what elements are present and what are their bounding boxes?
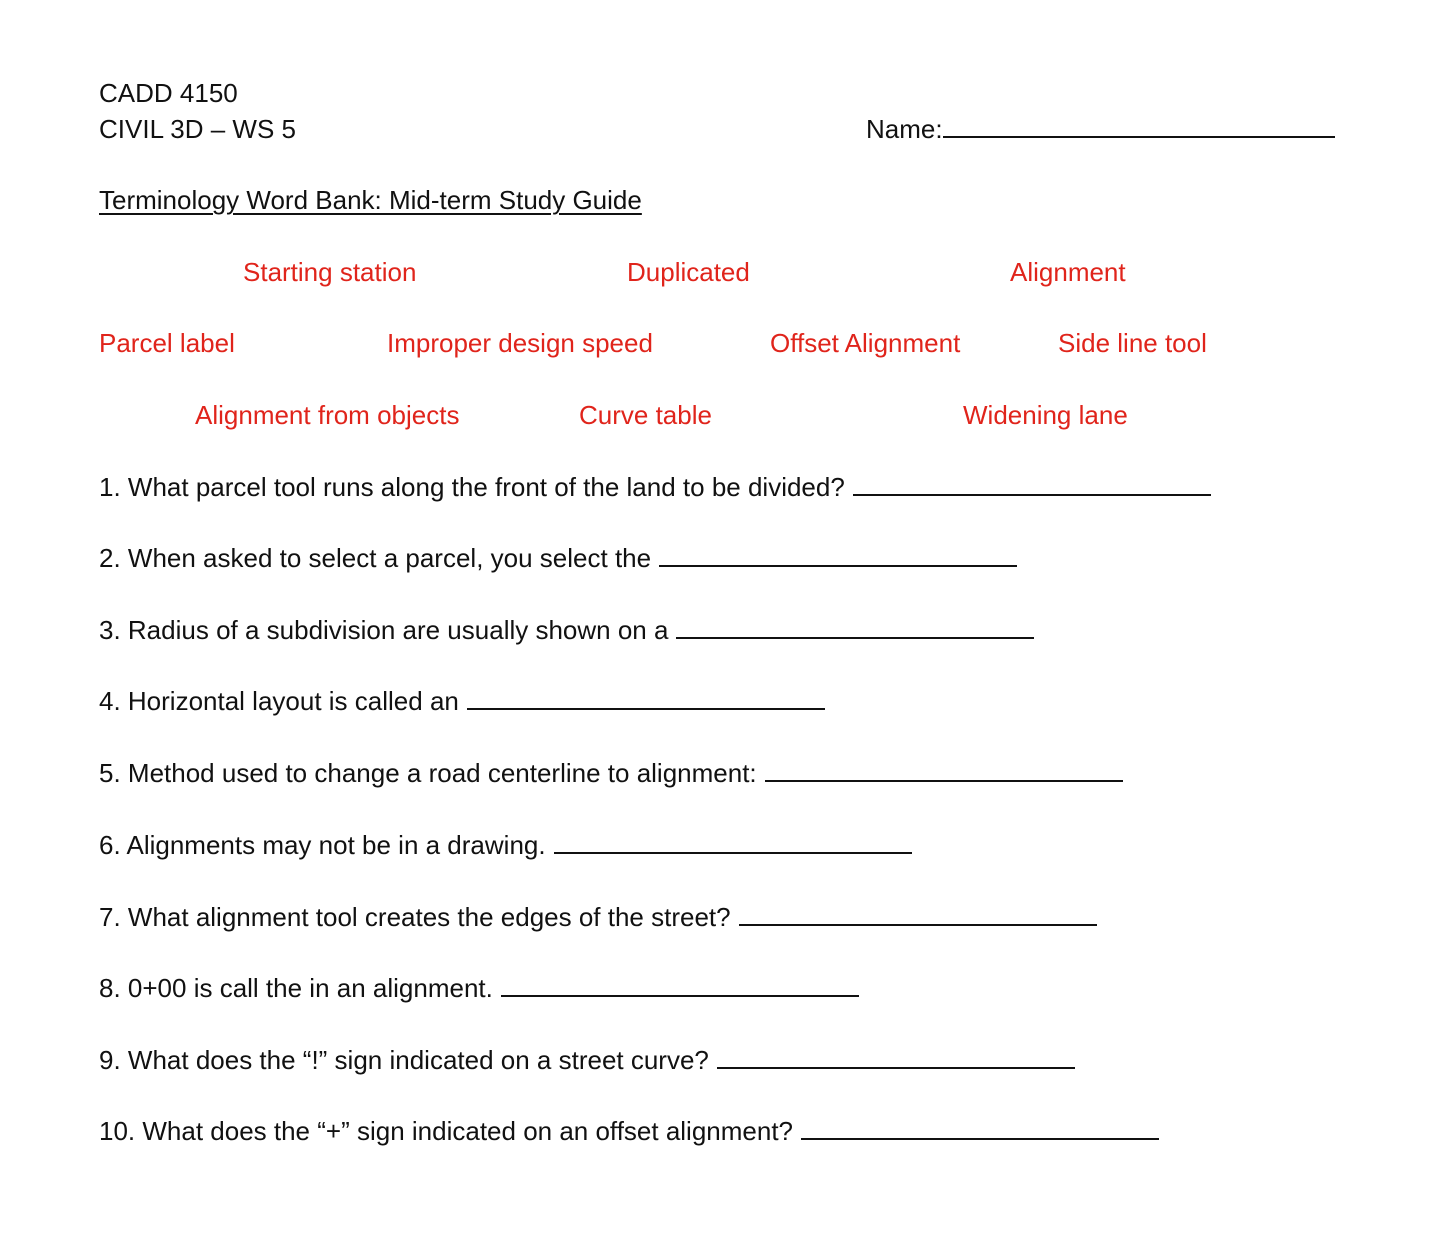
question-text: 2. When asked to select a parcel, you select the: [99, 543, 652, 573]
answer-blank[interactable]: [853, 472, 1211, 496]
word-bank-item: Offset Alignment: [770, 328, 961, 358]
word-bank-item: Alignment from objects: [195, 400, 460, 430]
question-item: [99, 542, 1017, 574]
answer-blank[interactable]: [717, 1045, 1075, 1069]
name-blank-line: [943, 114, 1335, 138]
question-text: 1. What parcel tool runs along the front of the land to be divided?: [99, 472, 845, 502]
name-field: [866, 113, 1335, 145]
word-bank-item: Alignment: [1010, 257, 1126, 287]
question-text: 4. Horizontal layout is called an: [99, 686, 459, 716]
word-bank-item: Starting station: [243, 257, 417, 287]
answer-blank[interactable]: [765, 758, 1123, 782]
question-item: [99, 901, 1097, 933]
question-text: 7. What alignment tool creates the edges of the street?: [99, 902, 731, 932]
answer-blank[interactable]: [501, 973, 859, 997]
question-item: [99, 471, 1211, 503]
word-bank-item: Curve table: [579, 400, 712, 430]
question-item: [99, 757, 1123, 789]
question-item: [99, 1115, 1159, 1147]
question-text: 9. What does the “!” sign indicated on a street curve?: [99, 1045, 709, 1075]
answer-blank[interactable]: [554, 830, 912, 854]
question-item: [99, 829, 912, 861]
question-item: [99, 685, 825, 717]
worksheet-title: CIVIL 3D – WS 5: [99, 114, 296, 144]
question-text: 10. What does the “+” sign indicated on an offset alignment?: [99, 1116, 794, 1146]
course-code: CADD 4150: [99, 78, 238, 108]
question-text: 5. Method used to change a road centerline to alignment:: [99, 758, 757, 788]
answer-blank[interactable]: [801, 1116, 1159, 1140]
name-label: Name:: [866, 114, 943, 144]
word-bank-item: Duplicated: [627, 257, 750, 287]
word-bank-item: Side line tool: [1058, 328, 1207, 358]
answer-blank[interactable]: [659, 543, 1017, 567]
answer-blank[interactable]: [739, 902, 1097, 926]
answer-blank[interactable]: [467, 686, 825, 710]
question-item: [99, 972, 859, 1004]
question-text: 6. Alignments may not be in a drawing.: [99, 830, 546, 860]
word-bank-item: Improper design speed: [387, 328, 653, 358]
question-item: [99, 614, 1034, 646]
question-text: 3. Radius of a subdivision are usually shown on a: [99, 615, 669, 645]
page-title: Terminology Word Bank: Mid-term Study Guide: [99, 185, 642, 215]
word-bank-item: Widening lane: [963, 400, 1128, 430]
question-item: [99, 1044, 1075, 1076]
answer-blank[interactable]: [676, 615, 1034, 639]
word-bank-item: Parcel label: [99, 328, 235, 358]
question-text: 8. 0+00 is call the in an alignment.: [99, 973, 493, 1003]
